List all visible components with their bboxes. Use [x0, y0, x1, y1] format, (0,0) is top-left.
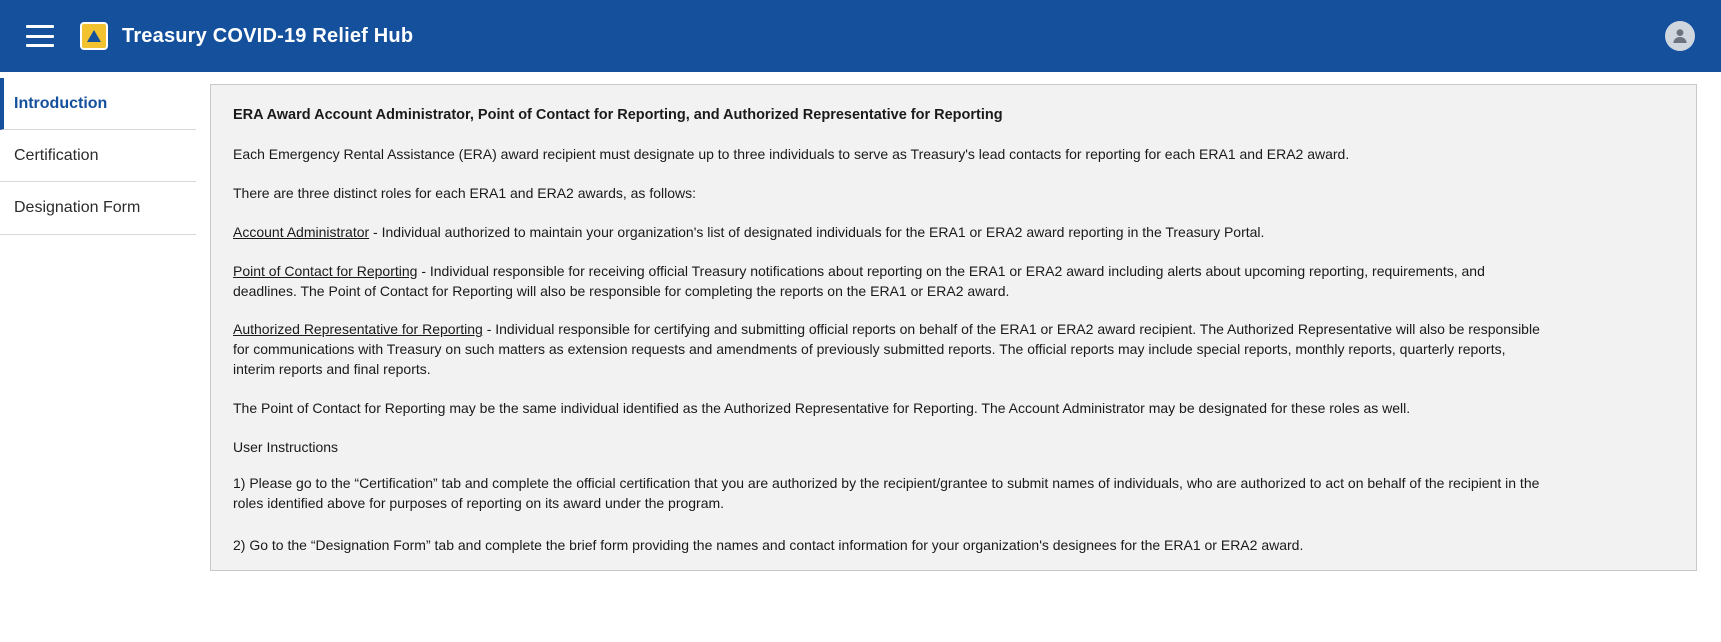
role-description-account-administrator: - Individual authorized to maintain your organization's list of designated individuals for the ERA1 or ERA2 award reporting in the Treasury Portal. — [369, 223, 1265, 240]
sidebar-item-label: Introduction — [14, 95, 108, 112]
hamburger-bar-3 — [26, 44, 54, 47]
app-body — [0, 72, 1721, 642]
hamburger-bar-2 — [26, 35, 54, 38]
hamburger-menu-icon[interactable] — [26, 25, 54, 47]
app-title: Treasury COVID-19 Relief Hub — [122, 24, 414, 47]
role-description-point-of-contact: - Individual responsible for receiving official Treasury notifications about reporting on the ERA1 or ERA2 award including alerts about upcoming reporting, requirements, and deadlines. The Point of Contact for Reporting will also be responsible for completing the reports on the ERA1 or ERA2 award. — [233, 262, 1485, 299]
role-authorized-representative — [233, 320, 1543, 380]
sidebar-item-certification[interactable] — [0, 130, 196, 182]
intro-paragraph-3: The Point of Contact for Reporting may be the same individual identified as the Authorized Representative for Reporting. The Account Administrator may be designated for these roles as well. — [233, 400, 1411, 416]
user-account-icon[interactable] — [1665, 21, 1695, 51]
user-instruction-1: 1) Please go to the “Certification” tab and complete the official certification that you are authorized by the recipient/grantee to submit names of individuals, who are authorized to act on behalf of the recipient in the roles identified above for purposes of reporting on its award under the program. — [233, 474, 1540, 511]
app-header — [0, 0, 1721, 72]
role-account-administrator — [233, 223, 1543, 243]
sidebar-item-label: Designation Form — [14, 199, 141, 217]
hamburger-bar-1 — [26, 25, 54, 28]
sidebar-item-introduction[interactable] — [0, 78, 196, 130]
role-description-authorized-representative: - Individual responsible for certifying and submitting official reports on behalf of the ERA1 or ERA2 award recipient. The Authorized Representative will also be responsible for communications with Treasury on such matters as extension requests and amendments of previously submitted reports. The official reports may include special reports, monthly reports, quarterly reports, interim reports and final reports. — [233, 321, 1540, 378]
user-instructions-heading: User Instructions — [233, 438, 339, 455]
intro-paragraph-1: Each Emergency Rental Assistance (ERA) award recipient must designate up to three individuals to serve as Treasury's lead contacts for reporting for each ERA1 and ERA2 award. — [233, 146, 1350, 162]
logo-shape — [87, 30, 101, 42]
role-term-point-of-contact: Point of Contact for Reporting — [233, 262, 418, 279]
sidebar — [0, 72, 196, 642]
role-point-of-contact — [233, 262, 1543, 302]
sidebar-item-label: Certification — [14, 147, 99, 165]
user-instruction-2: 2) Go to the “Designation Form” tab and complete the brief form providing the names and contact information for your organization's designees for the ERA1 or ERA2 award. — [233, 536, 1304, 553]
sidebar-item-designation-form[interactable] — [0, 182, 196, 234]
role-term-authorized-representative: Authorized Representative for Reporting — [233, 321, 483, 338]
introduction-panel — [210, 84, 1697, 571]
treasury-logo-icon — [80, 22, 108, 50]
role-term-account-administrator: Account Administrator — [233, 223, 370, 240]
content-area — [196, 72, 1721, 642]
intro-paragraph-2: There are three distinct roles for each ERA1 and ERA2 awards, as follows: — [233, 184, 696, 201]
page-title: ERA Award Account Administrator, Point of Contact for Reporting, and Authorized Representative for Reporting — [233, 107, 1003, 123]
